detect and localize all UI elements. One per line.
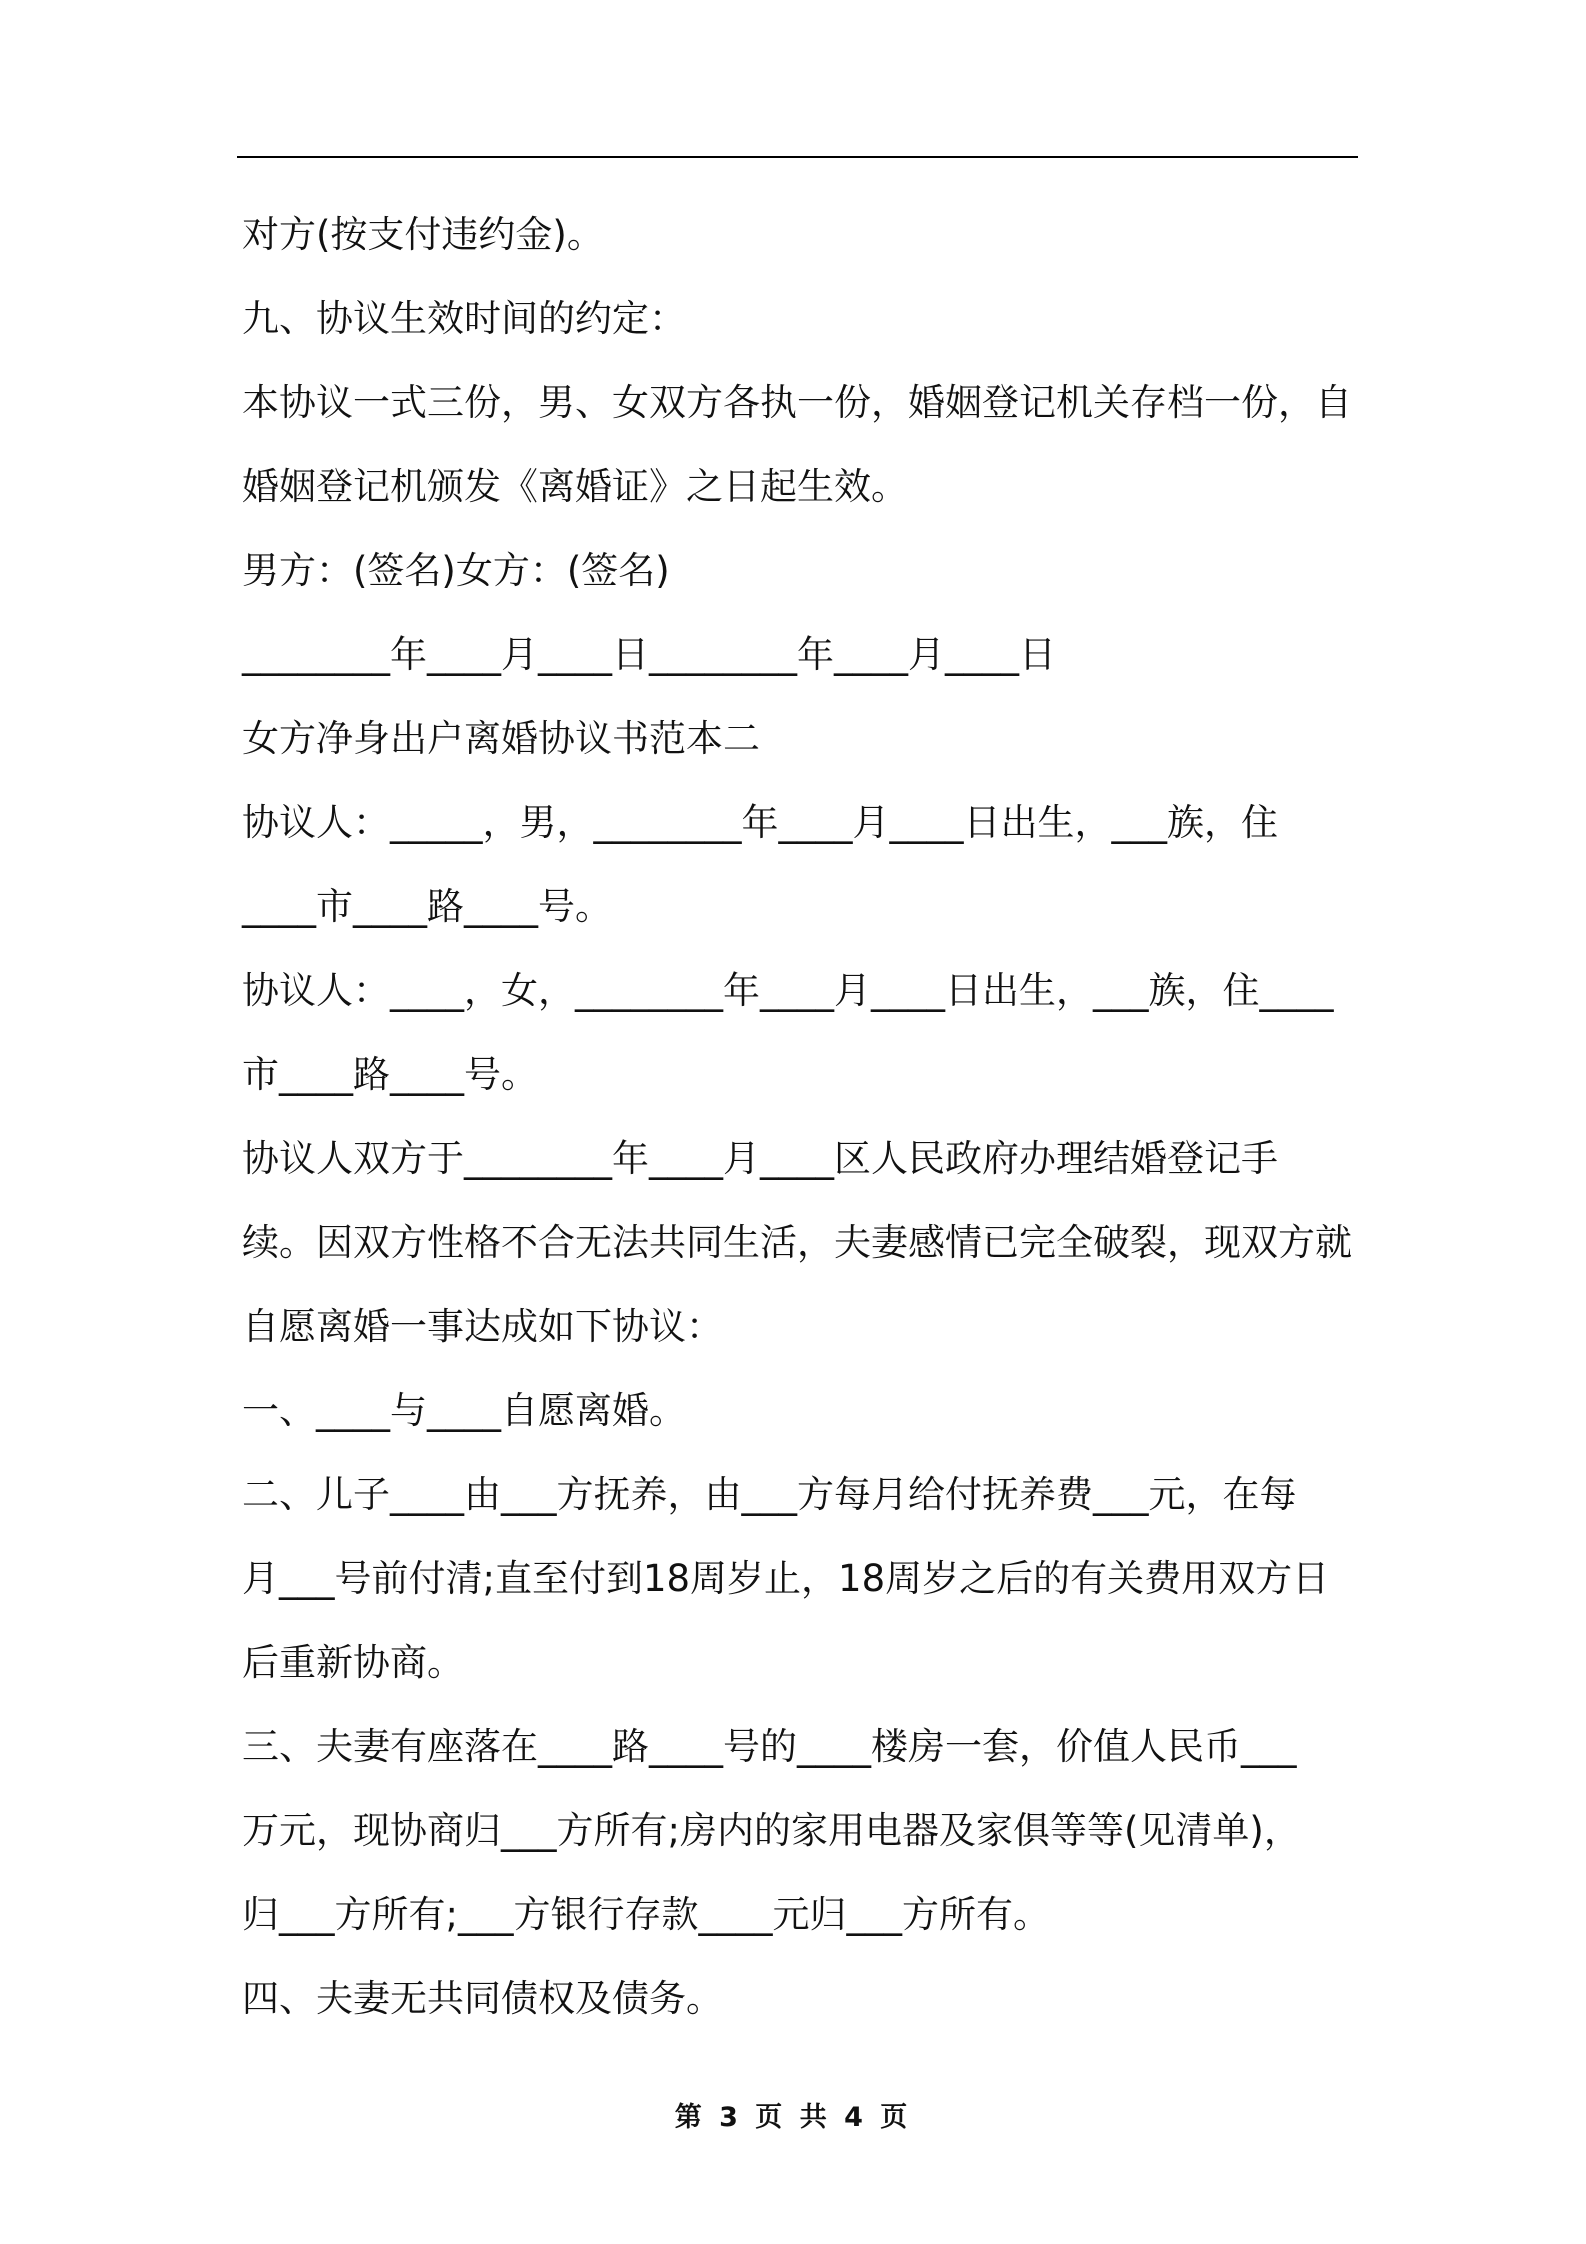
- party-line: 协议人：____，女，________年____月____日出生，___族，住____: [242, 969, 1334, 1012]
- party-line: ____市____路____号。: [242, 885, 612, 928]
- paragraph-line: 对方(按支付违约金)。: [242, 213, 604, 256]
- paragraph-line: 自愿离婚一事达成如下协议：: [242, 1305, 723, 1348]
- paragraph-line: 本协议一式三份，男、女双方各执一份，婚姻登记机关存档一份，自: [242, 381, 1352, 424]
- page-number: 第 3 页 共 4 页: [674, 2102, 912, 2133]
- party-line: 市____路____号。: [242, 1053, 538, 1096]
- date-line: ________年____月____日________年____月____日: [242, 633, 1056, 676]
- signature-line: 男方：(签名)女方：(签名): [242, 549, 670, 592]
- party-line: 协议人：_____，男，________年____月____日出生，___族，住: [242, 801, 1278, 844]
- header-rule: [237, 156, 1358, 158]
- clause-line: 归___方所有;___方银行存款____元归___方所有。: [242, 1893, 1050, 1936]
- paragraph-line: 婚姻登记机颁发《离婚证》之日起生效。: [242, 465, 908, 508]
- paragraph-line: 协议人双方于________年____月____区人民政府办理结婚登记手: [242, 1137, 1278, 1180]
- template-title: 女方净身出户离婚协议书范本二: [242, 717, 760, 760]
- clause-line: 月___号前付清;直至付到18周岁止，18周岁之后的有关费用双方日: [242, 1557, 1330, 1600]
- section-heading: 九、协议生效时间的约定：: [242, 297, 686, 340]
- clause-line: 四、夫妻无共同债权及债务。: [242, 1977, 723, 2020]
- clause-line: 三、夫妻有座落在____路____号的____楼房一套，价值人民币___: [242, 1725, 1297, 1768]
- document-body: [242, 193, 1358, 2041]
- clause-line: 二、儿子____由___方抚养，由___方每月给付抚养费___元，在每: [242, 1473, 1297, 1516]
- paragraph-line: 续。因双方性格不合无法共同生活，夫妻感情已完全破裂，现双方就: [242, 1221, 1352, 1264]
- clause-line: 万元，现协商归___方所有;房内的家用电器及家俱等等(见清单)，: [242, 1809, 1301, 1852]
- clause-line: 一、____与____自愿离婚。: [242, 1389, 686, 1432]
- clause-line: 后重新协商。: [242, 1641, 464, 1684]
